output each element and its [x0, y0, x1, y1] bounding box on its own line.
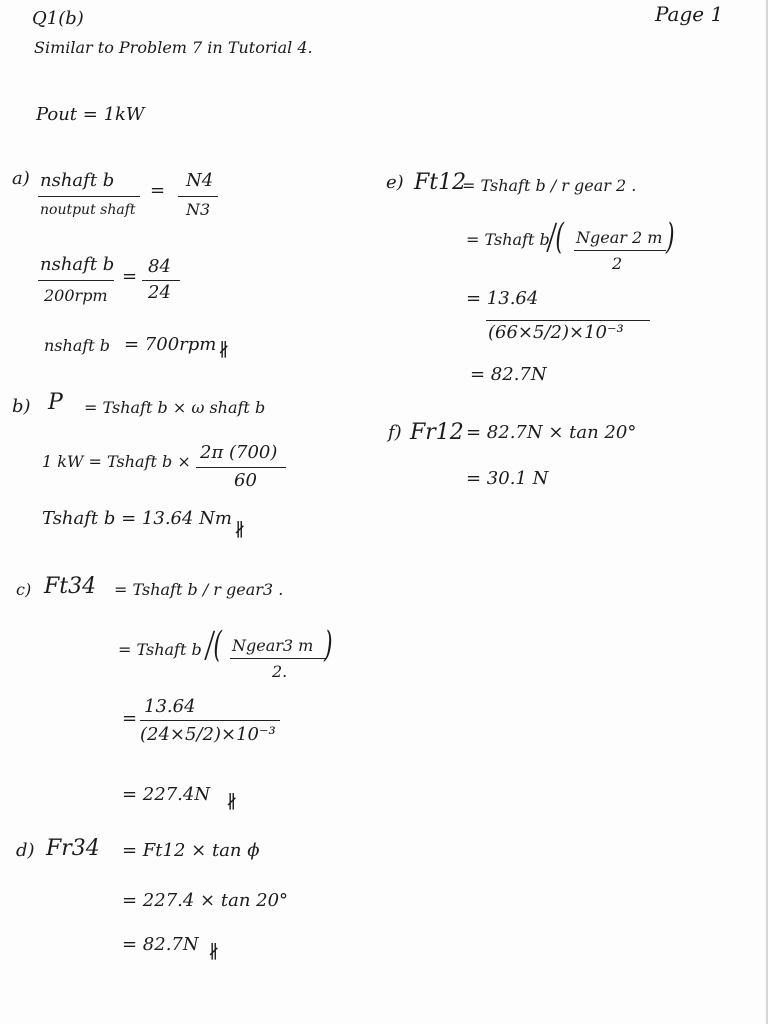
- part-c-line3-num: 13.64: [144, 696, 196, 717]
- part-b-label: b): [12, 396, 31, 417]
- part-c-line2-prefix: = Tshaft b: [118, 640, 202, 659]
- part-e-line2-den: 2: [612, 254, 623, 273]
- part-f-lhs: Fr12: [410, 420, 464, 445]
- part-b-line2-bar: [196, 467, 286, 468]
- part-c-check-mark: ∦: [226, 792, 238, 813]
- part-b-line2-num: 2π (700): [200, 442, 278, 463]
- part-e-line2-paren-close: ): [666, 218, 675, 258]
- part-c-lhs: Ft34: [44, 574, 97, 599]
- part-a-frac1-den: noutput shaft: [40, 202, 136, 218]
- part-c-label: c): [16, 580, 32, 599]
- part-c-line3-den: (24×5/2)×10⁻³: [140, 724, 276, 745]
- given-pout: Pout = 1kW: [36, 104, 145, 125]
- part-c-line2-num: Ngear3 m: [232, 636, 314, 655]
- part-e-lhs: Ft12: [414, 170, 467, 195]
- part-b-line2-den: 60: [234, 470, 257, 491]
- question-id: Q1(b): [32, 8, 84, 29]
- part-d-result: = 82.7N: [122, 934, 199, 955]
- part-f-label: f): [388, 422, 402, 443]
- part-d-line1-rhs: = Ft12 × tan ϕ: [122, 840, 260, 861]
- part-b-line2-lhs: 1 kW = Tshaft b ×: [42, 452, 191, 471]
- part-e-line3-bar: [486, 320, 650, 321]
- part-d-label: d): [16, 840, 35, 861]
- part-e-result: = 82.7N: [470, 364, 547, 385]
- part-c-result: = 227.4N: [122, 784, 211, 805]
- part-d-lhs: Fr34: [46, 836, 100, 861]
- part-a-frac3-bar: [38, 280, 114, 281]
- part-d-line2: = 227.4 × tan 20°: [122, 890, 289, 911]
- part-a-label: a): [12, 168, 30, 189]
- part-c-line2-paren-close: ): [324, 626, 333, 666]
- part-c-line3-bar: [140, 720, 280, 721]
- part-a-frac2-den: N3: [186, 200, 211, 219]
- part-a-eq1: =: [150, 180, 166, 201]
- page-label: Page 1: [655, 2, 724, 26]
- part-e-line2-bar: [574, 250, 666, 251]
- subtitle: Similar to Problem 7 in Tutorial 4.: [34, 38, 313, 57]
- part-a-frac4-den: 24: [148, 282, 171, 303]
- part-e-line3-den: (66×5/2)×10⁻³: [488, 322, 624, 343]
- part-b-line1-rhs: = Tshaft b × ω shaft b: [84, 398, 266, 417]
- part-a-eq2: =: [122, 266, 138, 287]
- part-a-frac4-num: 84: [148, 256, 171, 277]
- part-a-frac2-bar: [178, 196, 218, 197]
- part-a-result-lhs: nshaft b: [44, 336, 111, 355]
- part-e-line2-num: Ngear 2 m: [576, 228, 663, 247]
- part-c-line2-den: 2.: [272, 662, 288, 681]
- part-e-line2-paren-open: /(: [548, 218, 564, 258]
- part-d-check-mark: ∦: [208, 942, 220, 963]
- part-a-frac2-num: N4: [186, 170, 214, 191]
- part-c-line2-paren-open: /(: [206, 626, 222, 666]
- part-c-line2-bar: [230, 658, 326, 659]
- part-e-label: e): [386, 172, 404, 193]
- part-b-check-mark: ∦: [234, 520, 246, 541]
- part-f-result: = 30.1 N: [466, 468, 549, 489]
- part-a-frac3-den: 200rpm: [44, 286, 108, 305]
- part-e-line3-num: = 13.64: [466, 288, 539, 309]
- part-c-line1-rhs: = Tshaft b / r gear3 .: [114, 580, 284, 599]
- part-a-frac1-bar: [38, 196, 140, 197]
- part-e-line1-rhs: = Tshaft b / r gear 2 .: [462, 176, 637, 195]
- part-a-check-mark: ∦: [218, 340, 230, 361]
- part-e-line2-prefix: = Tshaft b: [466, 230, 550, 249]
- part-b-line1-lhs: P: [48, 390, 63, 415]
- part-a-frac3-num: nshaft b: [40, 254, 115, 275]
- part-c-line3-eq: =: [122, 708, 138, 729]
- part-a-result-rhs: = 700rpm: [124, 334, 217, 355]
- part-a-frac1-num: nshaft b: [40, 170, 115, 191]
- part-a-frac4-bar: [142, 280, 180, 281]
- part-b-result: Tshaft b = 13.64 Nm: [42, 508, 232, 529]
- part-f-line1-rhs: = 82.7N × tan 20°: [466, 422, 637, 443]
